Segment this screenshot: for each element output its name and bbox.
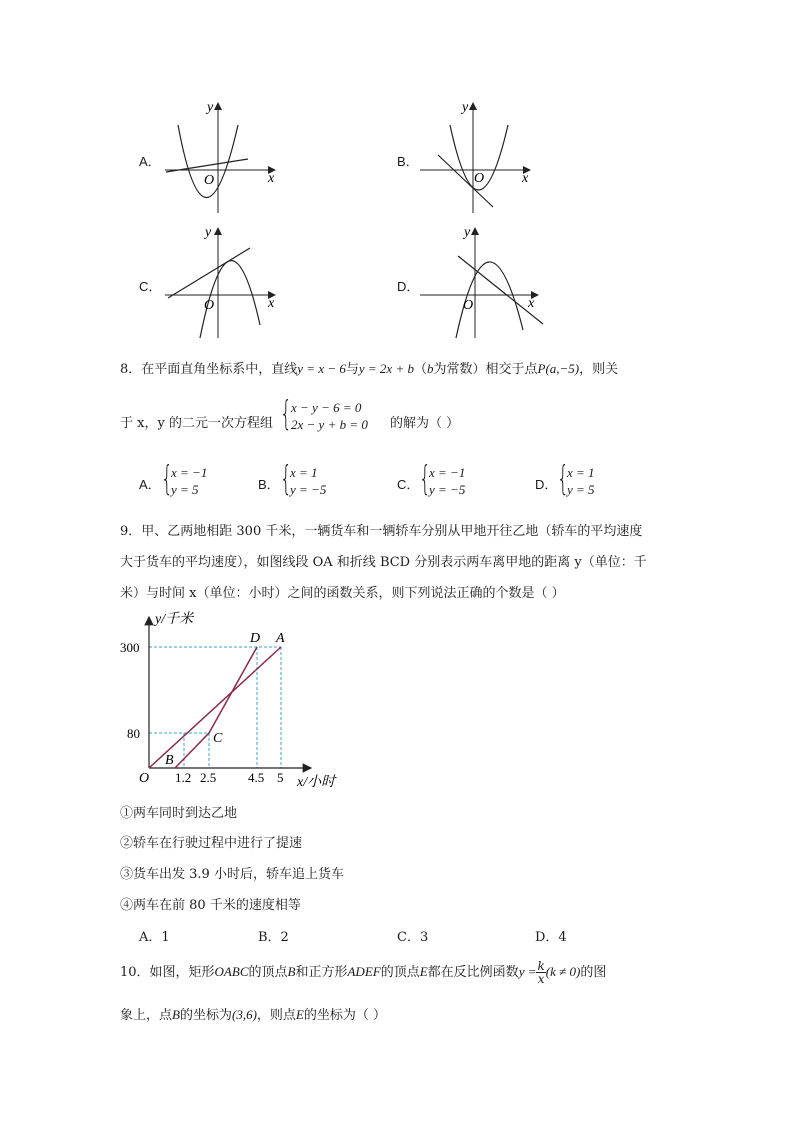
q8-line2-suffix: 的解为（ ） bbox=[390, 416, 460, 431]
q9-statement-4: ④两车在前 80 千米的速度相等 bbox=[120, 898, 301, 913]
origin-label: O bbox=[204, 173, 215, 188]
q9-statement-2: ②轿车在行驶过程中进行了提速 bbox=[120, 836, 303, 851]
x-tick-4-5: 4.5 bbox=[248, 770, 265, 785]
q8-option-c: x = −1 y = −5 bbox=[429, 465, 466, 497]
q8-option-d: x = 1 y = 5 bbox=[567, 465, 595, 497]
origin-label: O bbox=[139, 771, 150, 786]
y-label: y bbox=[462, 100, 469, 115]
q8-line2-prefix: 于 x，y 的二元一次方程组 bbox=[120, 416, 273, 431]
q10-line2: 象上，点B的坐标为(3,6)，则点E的坐标为（ ） bbox=[120, 1007, 387, 1023]
x-axis-label: x/小时 bbox=[297, 775, 336, 790]
y-axis-label: y/千米 bbox=[155, 612, 194, 627]
x-tick-5: 5 bbox=[277, 770, 284, 785]
option-d-label: D． bbox=[397, 279, 420, 294]
point-b-label: B bbox=[165, 753, 174, 768]
origin-label: O bbox=[463, 298, 474, 313]
q9-statement-1: ①两车同时到达乙地 bbox=[120, 806, 238, 821]
graph-d bbox=[418, 220, 548, 345]
q8-option-a: x = −1 y = 5 bbox=[171, 465, 208, 497]
brace-icon: { bbox=[557, 459, 569, 499]
option-b-label: B． bbox=[397, 154, 419, 169]
x-tick-2-5: 2.5 bbox=[200, 770, 217, 785]
x-label: x bbox=[268, 296, 275, 311]
y-tick-80: 80 bbox=[127, 726, 140, 741]
q8-line1: 8．在平面直角坐标系中，直线y = x − 6与y = 2x + b（b为常数）相交于点P(a,−5)，则关 bbox=[120, 361, 619, 377]
line bbox=[458, 256, 543, 324]
segment-oa bbox=[149, 647, 281, 768]
origin-label: O bbox=[204, 298, 215, 313]
x-label: x bbox=[268, 171, 275, 186]
x-tick-1-2: 1.2 bbox=[175, 770, 192, 785]
x-label: x bbox=[522, 171, 529, 186]
option-c-label: C． bbox=[139, 279, 162, 294]
q9-graph bbox=[115, 605, 355, 790]
line bbox=[168, 248, 250, 298]
y-label: y bbox=[464, 225, 471, 240]
q8-option-a-label: A． bbox=[139, 477, 161, 492]
brace-icon: { bbox=[161, 459, 173, 499]
graph-a bbox=[160, 95, 285, 220]
brace-icon: { bbox=[280, 459, 292, 499]
q9-option-c: C．3 bbox=[397, 930, 429, 945]
y-label: y bbox=[207, 100, 214, 115]
origin-label: O bbox=[474, 171, 485, 186]
q8-option-c-label: C． bbox=[397, 477, 420, 492]
option-a-label: A． bbox=[139, 154, 161, 169]
y-label: y bbox=[205, 225, 212, 240]
q9-line3: 米）与时间 x（单位：小时）之间的函数关系，则下列说法正确的个数是（ ） bbox=[120, 586, 565, 601]
graph-b bbox=[418, 95, 543, 220]
q10-line1: 10．如图，矩形OABC的顶点B和正方形ADEF的顶点E都在反比例函数y = $\frac{k}{x}$ (k ≠ 0)的图 bbox=[120, 959, 607, 986]
q8-system-brace: { bbox=[280, 394, 292, 434]
q9-statement-3: ③货车出发 3.9 小时后，轿车追上货车 bbox=[120, 867, 344, 882]
q8-eq2: y = 2x + b bbox=[358, 361, 414, 376]
q8-option-b: x = 1 y = −5 bbox=[290, 465, 327, 497]
q8-eq1: y = x − 6 bbox=[297, 361, 346, 376]
x-label: x bbox=[528, 296, 535, 311]
q9-option-b: B．2 bbox=[258, 930, 289, 945]
point-d-label: D bbox=[250, 631, 261, 646]
q8-system: x − y − 6 = 0 2x − y + b = 0 bbox=[291, 400, 368, 432]
line bbox=[438, 155, 493, 207]
q8-point: P(a,−5) bbox=[537, 361, 580, 376]
brace-icon: { bbox=[419, 459, 431, 499]
q8-option-d-label: D． bbox=[535, 477, 558, 492]
q9-option-a: A．1 bbox=[139, 930, 170, 945]
q9-line2: 大于货车的平均速度），如图线段 OA 和折线 BCD 分别表示两车离甲地的距离 y（单位：千 bbox=[120, 555, 647, 570]
graph-c bbox=[160, 220, 285, 345]
q9-option-d: D．4 bbox=[535, 930, 567, 945]
q8-option-b-label: B． bbox=[258, 477, 280, 492]
fraction-k-over-x: $\frac{k}{x}$ bbox=[537, 959, 545, 986]
q9-line1: 9．甲、乙两地相距 300 千米，一辆货车和一辆轿车分别从甲地开往乙地（轿车的平均速度 bbox=[120, 524, 643, 539]
y-tick-300: 300 bbox=[120, 640, 140, 655]
point-a-label: A bbox=[276, 631, 285, 646]
point-c-label: C bbox=[213, 731, 223, 746]
